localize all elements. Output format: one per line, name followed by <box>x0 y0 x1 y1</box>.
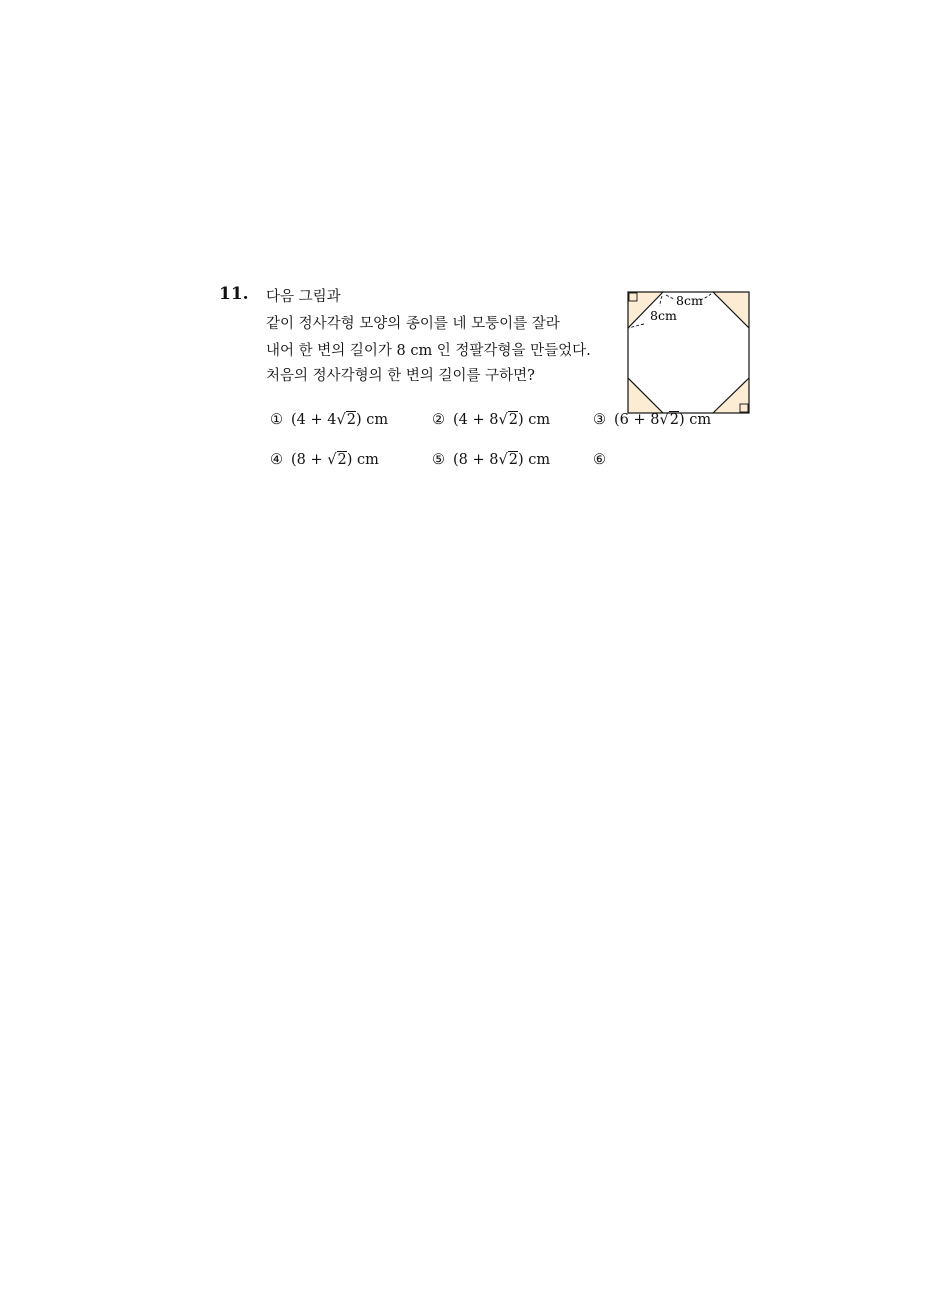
side-length-label-top: 8cm <box>676 293 703 308</box>
choice-1-radicand: 2 <box>346 412 356 428</box>
choice-3-radicand: 2 <box>669 412 679 428</box>
choice-4-post: ) cm <box>346 452 379 468</box>
choice-6-number: ⑥ <box>593 452 606 468</box>
choice-1-post: ) cm <box>355 412 389 428</box>
choice-5-radicand: 2 <box>508 452 518 468</box>
choice-2-pre: (4 + 8 <box>453 412 499 428</box>
choice-4-number: ④ <box>270 452 283 468</box>
side-length-label-diag: 8cm <box>650 308 677 323</box>
choice-3[interactable] <box>593 412 711 428</box>
choice-4-radicand: 2 <box>337 452 347 468</box>
choice-3-post: ) cm <box>678 412 712 428</box>
choice-5-pre: (8 + 8 <box>453 452 499 468</box>
question-line-1: 다음 그림과 <box>266 289 341 305</box>
choice-2-radicand: 2 <box>508 412 518 428</box>
question-line-4: 처음의 정사각형의 한 변의 길이를 구하면? <box>266 368 535 384</box>
choice-4-pre: (8 + <box>291 452 328 468</box>
radical-sign: √ <box>659 412 669 428</box>
radical-sign: √ <box>336 412 346 428</box>
choice-6[interactable] <box>593 452 614 468</box>
octagon-figure <box>620 285 760 420</box>
choice-3-pre: (6 + 8 <box>614 412 660 428</box>
choice-3-number: ③ <box>593 412 606 428</box>
radical-sign: √ <box>327 452 337 468</box>
question-number: 11. <box>219 284 249 304</box>
question-line-3: 내어 한 변의 길이가 8 cm 인 정팔각형을 만들었다. <box>266 343 591 359</box>
choice-5-number: ⑤ <box>432 452 445 468</box>
question-line-2: 같이 정사각형 모양의 종이를 네 모퉁이를 잘라 <box>266 316 560 332</box>
radical-sign: √ <box>498 452 508 468</box>
choice-5-post: ) cm <box>517 452 551 468</box>
choice-1[interactable] <box>270 412 388 428</box>
radical-sign: √ <box>498 412 508 428</box>
dimension-arc-top <box>666 295 675 300</box>
choice-1-number: ① <box>270 412 283 428</box>
choice-5[interactable] <box>432 452 550 468</box>
choice-2[interactable] <box>432 412 550 428</box>
choice-2-number: ② <box>432 412 445 428</box>
choice-4[interactable] <box>270 452 379 468</box>
choice-1-pre: (4 + 4 <box>291 412 337 428</box>
choice-2-post: ) cm <box>517 412 551 428</box>
